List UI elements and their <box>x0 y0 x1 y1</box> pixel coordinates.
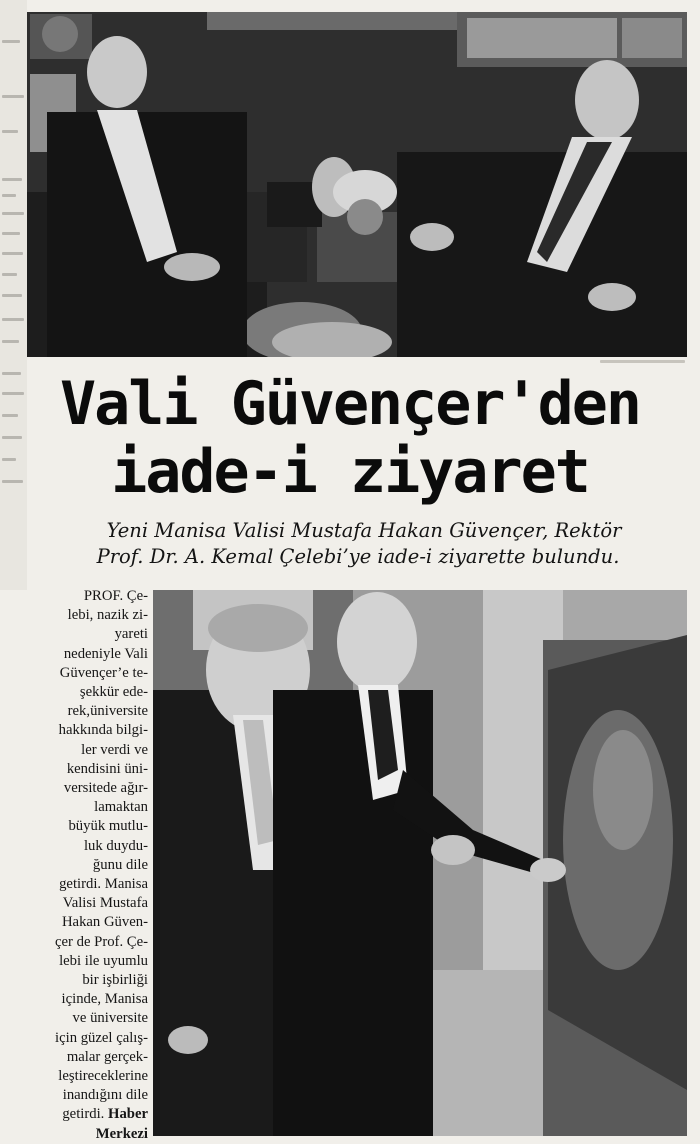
body-line: ve üniversite <box>72 1010 148 1027</box>
body-line: ğunu dile <box>92 856 148 873</box>
body-line: inandığını dile <box>62 1087 148 1104</box>
body-line: için güzel çalış- <box>55 1029 148 1046</box>
headline-line-2: iade-i ziyaret <box>111 437 589 507</box>
body-line: lebi ile uyumlu <box>59 952 148 969</box>
body-line: leştireceklerine <box>58 1068 148 1085</box>
body-line: büyük mutlu- <box>68 818 148 835</box>
body-line: PROF. Çe- <box>83 588 148 604</box>
body-line: luk duydu- <box>83 837 148 854</box>
body-line: çer de Prof. Çe- <box>55 933 148 950</box>
body-line: ler verdi ve <box>81 741 148 758</box>
body-line: Valisi Mustafa <box>62 895 148 912</box>
headline-line-1: Vali Güvençer'den <box>59 369 641 439</box>
body-line: yareti <box>114 626 148 643</box>
byline: Haber <box>108 1106 148 1123</box>
article-body <box>26 587 148 1144</box>
body-line-last <box>26 1105 148 1124</box>
body-line: lebi, nazik zi- <box>67 607 148 624</box>
byline-continued: Merkezi <box>95 1125 148 1142</box>
body-line: bir işbirliği <box>82 972 148 989</box>
body-line: getirdi. Manisa <box>59 876 148 893</box>
body-line: malar gerçek- <box>66 1048 148 1065</box>
body-line: rek,üniversite <box>67 703 148 720</box>
body-line: kendisini üni- <box>66 760 148 777</box>
subheadline-line-2: Prof. Dr. A. Kemal Çelebi’ye iade-i ziyarette bulundu. <box>96 545 620 568</box>
body-line: versitede ağır- <box>63 780 148 797</box>
body-line: Güvençer’e te- <box>59 664 148 681</box>
body-line: hakkında bilgi- <box>58 722 148 739</box>
body-line: nedeniyle Vali <box>63 645 148 662</box>
photo-campus-masterplan-board <box>153 590 687 1136</box>
subheadline-line-1: Yeni Manisa Valisi Mustafa Hakan Güvençer, Rektör <box>106 519 622 542</box>
body-line: şekkür ede- <box>79 684 148 701</box>
body-line: getirdi. <box>62 1106 105 1123</box>
body-line: Hakan Güven- <box>61 914 148 931</box>
photo-governor-rector-seated <box>27 12 687 357</box>
body-line: lamaktan <box>94 799 148 816</box>
body-line: içinde, Manisa <box>61 991 148 1008</box>
